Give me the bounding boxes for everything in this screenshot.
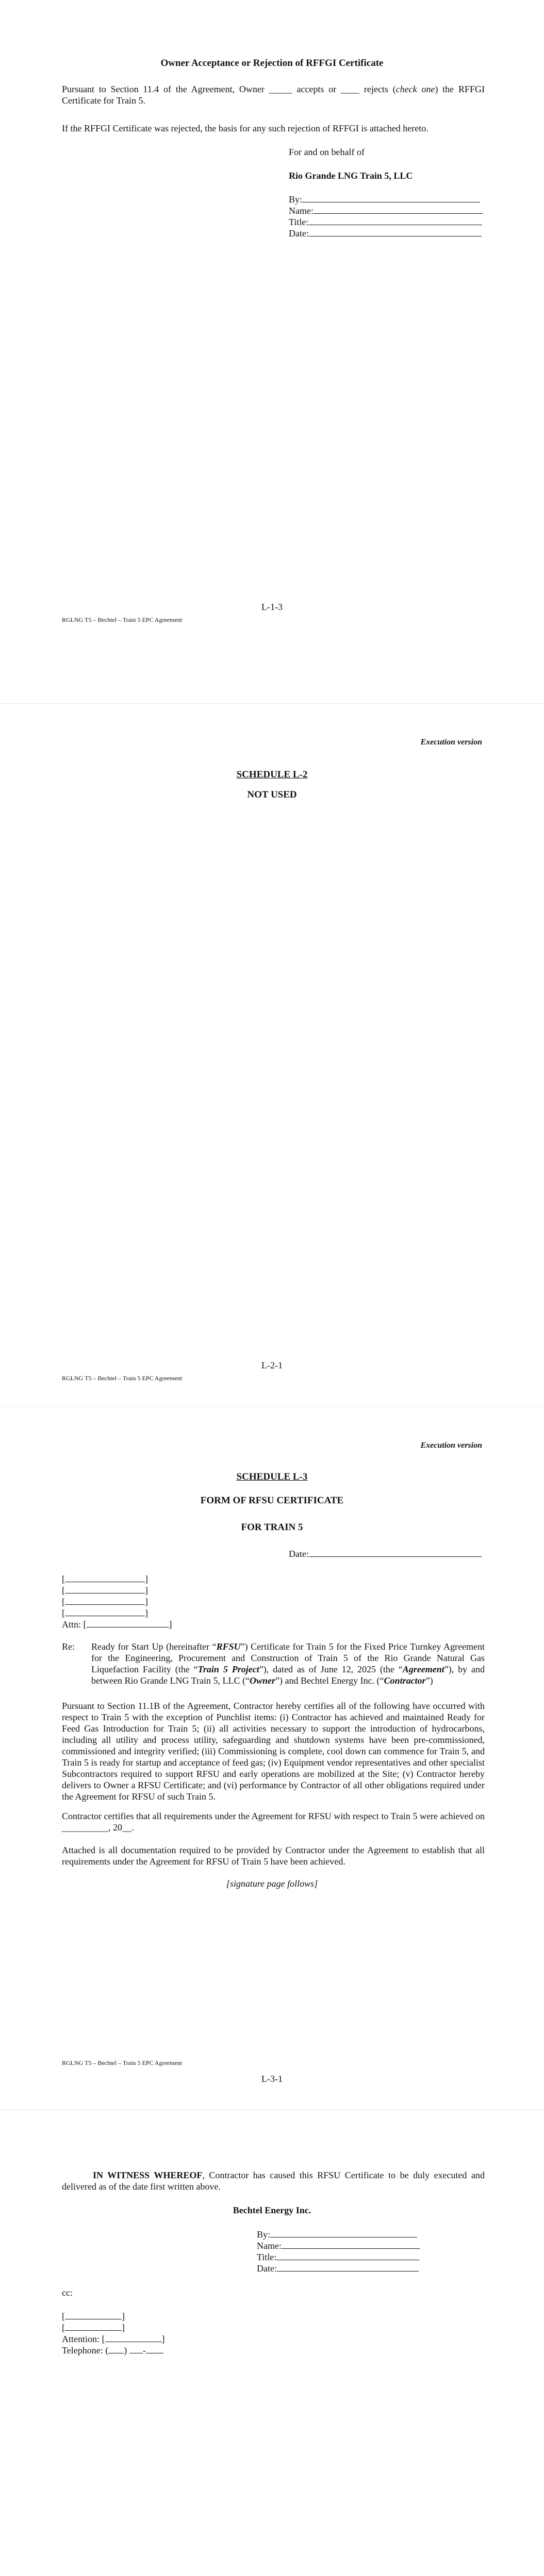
owner-entity: Rio Grande LNG Train 5, LLC [289,171,413,181]
train-title: FOR TRAIN 5 [241,1522,303,1533]
address-line: [ ] [62,1585,148,1596]
schedule-subtitle: NOT USED [247,789,297,800]
cc-line: [ ] [62,2311,125,2321]
attention-line: Attn: [ ] [62,1619,172,1630]
telephone-line: Telephone: ( ) - [62,2345,163,2356]
signature-title: Title: [257,2251,419,2263]
witness-paragraph: IN WITNESS WHEREOF, Contractor has caused this RFSU Certificate to be duly executed and delivered as of the date first written above. [62,2170,485,2192]
acceptance-text-b: ) the RFFGI Certificate for Train 5. [62,84,485,106]
signature-follows: [signature page follows] [226,1878,318,1889]
page-number: L-1-3 [261,602,283,612]
signature-title: Title: [289,216,482,228]
acceptance-paragraph [62,83,485,106]
certificate-date: Date: [289,1548,482,1560]
cc-label: cc: [62,2287,73,2298]
for-and-on-behalf: For and on behalf of [289,147,365,157]
schedule-title: SCHEDULE L-2 [236,769,308,780]
cc-line: [ ] [62,2323,125,2333]
attention-line: Attention: [ ] [62,2334,165,2344]
address-line: [ ] [62,1608,148,1618]
contractor-entity: Bechtel Energy Inc. [233,2205,311,2215]
page-divider [0,703,544,704]
execution-version: Execution version [420,738,482,747]
signature-date: Date: [289,228,482,239]
signature-by: By: [289,194,480,205]
achievement-paragraph: Contractor certifies that all requirements under the Agreement for RFSU with respect to Train 5 were achieved on __________, 20__. [62,1811,485,1833]
signature-date: Date: [257,2263,419,2274]
page-number: L-2-1 [261,1360,283,1370]
page-divider [0,1406,544,1407]
form-title: FORM OF RFSU CERTIFICATE [200,1495,344,1506]
document-footer: RGLNG T5 – Bechtel – Train 5 EPC Agreement [62,1375,183,1382]
document-footer: RGLNG T5 – Bechtel – Train 5 EPC Agreement [62,616,183,623]
acceptance-text-a: Pursuant to Section 11.4 of the Agreement, Owner _____ accepts or ____ rejects ( [62,84,396,94]
document-footer: RGLNG T5 – Bechtel – Train 5 EPC Agreement [62,2059,183,2066]
re-paragraph: Ready for Start Up (hereinafter “RFSU”) Certificate for Train 5 for the Fixed Price Turnkey Agreement for the Engineering, Procurement and Construction of Train 5 of the Rio Grande Natural Gas Liquefaction Facility (the “Train 5 Project”), dated as of June 12, 2025 (the “Agreement”), by and between Rio Grande LNG Train 5, LLC (“Owner”) and Bechtel Energy Inc. (“Contractor”) [91,1641,485,1686]
page-title: Owner Acceptance or Rejection of RFFGI Certificate [160,58,384,69]
certification-paragraph: Pursuant to Section 11.1B of the Agreement, Contractor hereby certifies all of the following have occurred with respect to Train 5 with the exception of Punchlist items: (i) Contractor has achieved and maintained Ready for Feed Gas Introduction for Train 5; (ii) all activities necessary to support the introduction of hydrocarbons, including all utility and process utility, safeguarding and shutdown systems have been pre-commissioned, commissioned and integrity verified; (iii) Commissioning is complete, cool down can commence for Train 5, and Train 5 is ready for startup and acceptance of feed gas; (iv) Equipment vendor representatives and other specialist Subcontractors required to support RFSU and early operations are mobilized at the Site; (v) Contractor hereby delivers to Owner a RFSU Certificate; and (vi) performance by Contractor of all other obligations required under the Agreement for RFSU of such Train 5. [62,1701,485,1802]
address-line: [ ] [62,1574,148,1584]
schedule-title: SCHEDULE L-3 [236,1471,308,1482]
address-line: [ ] [62,1597,148,1607]
signature-name: Name: [257,2240,420,2251]
execution-version: Execution version [420,1441,482,1450]
signature-by: By: [257,2229,417,2240]
rejection-paragraph: If the RFFGI Certificate was rejected, the basis for any such rejection of RFFGI is attached hereto. [62,123,428,133]
check-one-text: check one [395,84,435,94]
attachment-paragraph: Attached is all documentation required to be provided by Contractor under the Agreement to establish that all requirements under the Agreement for RFSU of Train 5 have been achieved. [62,1845,485,1867]
signature-name: Name: [289,205,483,216]
re-label: Re: [62,1641,75,1652]
page-number: L-3-1 [261,2074,283,2084]
